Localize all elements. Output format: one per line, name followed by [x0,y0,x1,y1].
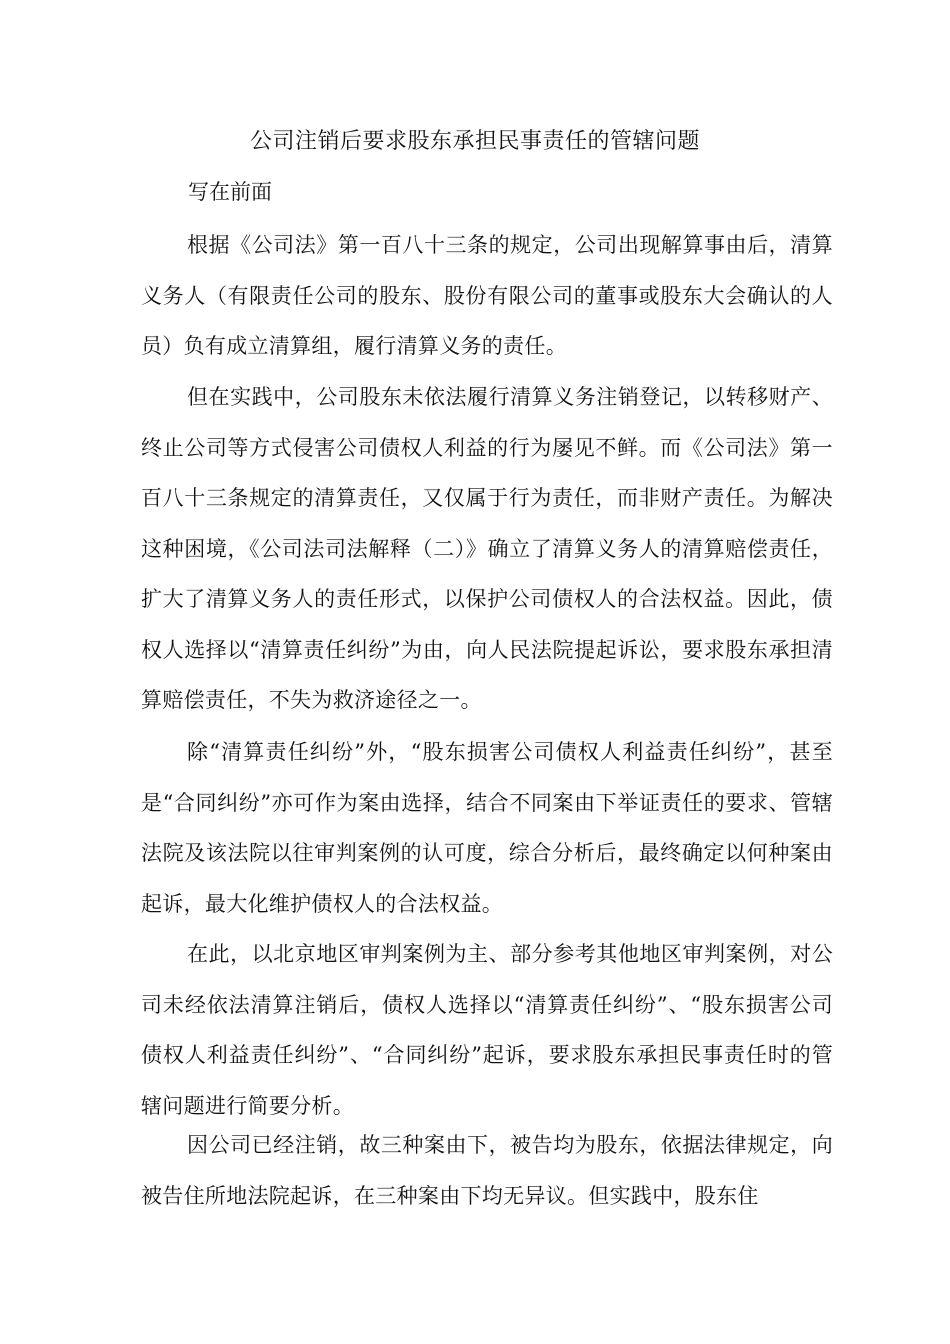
paragraph: 因公司已经注销，故三种案由下，被告均为股东，依据法律规定，向被告住所地法院起诉，在三种案由下均无异议。但实践中，股东住 [141,1133,833,1208]
paragraph: 但在实践中，公司股东未依法履行清算义务注销登记，以转移财产、终止公司等方式侵害公司债权人利益的行为屡见不鲜。而《公司法》第一百八十三条规定的清算责任，又仅属于行为责任，而非财产责任。为解决这种困境，《公司法司法解释（二）》确立了清算义务人的清算赔偿责任，扩大了清算义务人的责任形式，以保护公司债权人的合法权益。因此，债权人选择以“清算责任纠纷”为由，向人民法院提起诉讼，要求股东承担清算赔偿责任，不失为救济途径之一。 [141,385,833,712]
paragraph: 除“清算责任纠纷”外，“股东损害公司债权人利益责任纠纷”，甚至是“合同纠纷”亦可作为案由选择，结合不同案由下举证责任的要求、管辖法院及该法院以往审判案例的认可度，综合分析后，最终确定以何种案由起诉，最大化维护债权人的合法权益。 [141,740,833,916]
paragraph: 根据《公司法》第一百八十三条的规定，公司出现解算事由后，清算义务人（有限责任公司的股东、股份有限公司的董事或股东大会确认的人员）负有成立清算组，履行清算义务的责任。 [141,233,833,358]
paragraph: 在此，以北京地区审判案例为主、部分参考其他地区审判案例，对公司未经依法清算注销后，债权人选择以“清算责任纠纷”、“股东损害公司债权人利益责任纠纷”、“合同纠纷”起诉，要求股东承担民事责任时的管辖问题进行简要分析。 [141,942,833,1118]
document-title: 公司注销后要求股东承担民事责任的管辖问题 [249,129,700,154]
section-heading: 写在前面 [188,180,272,204]
